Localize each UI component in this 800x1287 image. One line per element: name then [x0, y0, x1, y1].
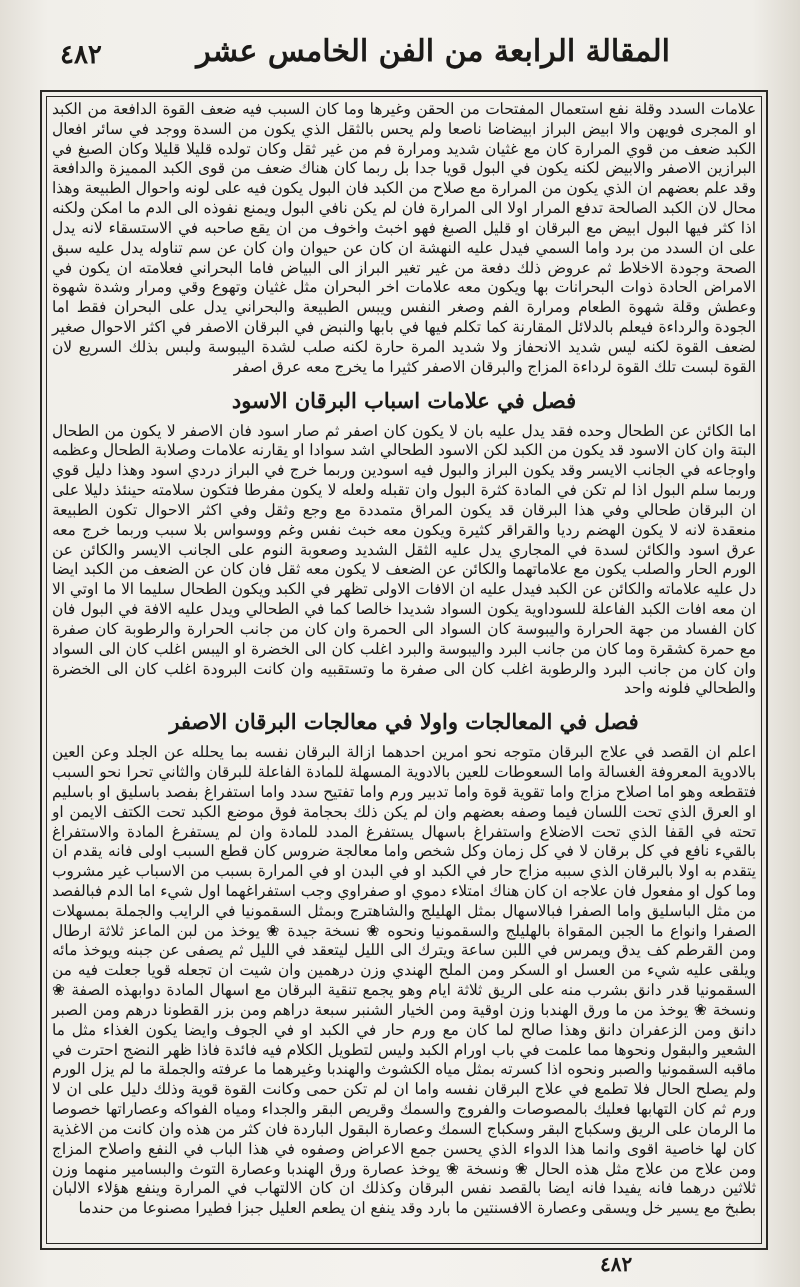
- paragraph-2: اما الكائن عن الطحال وحده فقد يدل عليه بان لا يكون كان اصفر ثم صار اسود فان الاصفر لا يكون من الطحال البتة وان كان الاسود قد يكون من الكبد لكن الاسود الطحالي اشد سوادا او يقارنه علامات وصلابة الطحال وعظمه واوجاعه في الجانب الايسر وقد يكون البراز والبول فيه اسودين وربما خرج في البراز دردي اسود وهذا دليل قوي وربما سلم البول اذا لم تكن في المادة كثرة البول وان تقبله ولعله لا يكون مفرطا فتكون سلامته حينئذ دليلا على ان البرقان طحالي وفي هذا البرقان قد يكون المراق متمددة مع وجع وثقل وفي اكثر الاحوال تكون الطبيعة منعقدة لانه لا يكون الهضم رديا والقراقر كثيرة ويكون معه خبث نفس وغم ووسواس بلا سبب وربما خرج معه عرق اسود والكائن لسدة في المجاري يدل عليه الثقل الشديد وصعوبة النوم على الجانب الايسر والكائن عن الورم الحار والصلب يكون مع علاماتهما والكائن عن الضعف لا يكون معه ثقل فان كان عن الضعف من الكبد ايضا دل عليه علاماته والكائن عن الكبد فيدل عليه ان الافات الاولى تظهر في الكبد ويكون الطحال سليما الا ما اوتي الا ان معه افات الكبد الفاعلة للسوداوية يكون السواد شديدا خالصا كما في الطحالي ويدل عليه الافة في البول فان كان الفساد من جهة الحرارة واليبوسة كان السواد الى الحمرة وان كان من جانب الحرارة والرطوبة كان صفرة مع حمرة كشقرة وما كان من جانب البرد واليبوسة والبرد اغلب كان الى الخضرة او اليبس اغلب كان الى السواد وان كان من جانب البرد والرطوبة اغلب كان الى صفرة ما وتستقبيه وان كانت البرودة اغلب كان الى الخضرة والطحالي فلونه واحد: [52, 421, 756, 698]
- page-title: المقالة الرابعة من الفن الخامس عشر: [196, 34, 670, 69]
- paragraph-1: علامات السدد وقلة نفع استعمال المفتحات من الحقن وغيرها وما كان السبب فيه ضعف القوة الدافعة من الكبد او المجرى فويهن والا ابيض البراز ابيضاضا ناصعا ولم يحس بالثقل الذي يكون من السدة ووجد في سائر افعال الكبد ضعف من قوي المرارة كان مع غثيان شديد ومرارة فم من غير ثقل وكان تولده قليلا قليلا وكان الصبغ في البرازين الاصفر والابيض لكنه يكون في البول قويا جدا بل ربما كان هناك ضعف من قوى الكبد المميزة والدافعة وقد علم بعضهم ان الذي يكون من المرارة مع صلاح من الكبد فان البول يكون فيه على لونه واحوال الطبيعة وهذا محال لان الكبد الصالحة تدفع المرار اولا الى المرارة فان لم يكن نافي البول ويمنع نفوذه الى الدم ما امكن ولكنه اذا كثر فيها البول ابيض مع البرقان او قليل الصبغ فهو اخبث واخوف من ان يقع صاحبه في الاستسقاء لانه يدل على ان السدد من برد واما السمي فيدل عليه النهشة ان كان عن حيوان وان كان عن سم تناوله يدل عليه سبق الصحة وجودة الاخلاط ثم عروض ذلك دفعة من غير تغير البراز الى البياض فاما البحراني فعلامته ان يكون في الامراض الحادة ذوات البحرانات بها ويكون معه علامات اخر البحران مثل غثيان وتهوع وقي ومرار وشدة شهوة وعطش وقلة شهوة الطعام ومرارة الفم وصغر النفس ويبس الطبيعة والبحراني يدل على البحران فقط اما الجودة والرداءة فيعلم بالدلائل المقارنة كما تكلم فيها في بابها والنبض في البرقان الاصفر في اكثر الاحوال صغير لضعف القوة لكنه ليس شديد الانحفاز ولا شديد المرة حارة لكنه صلب لشدة اليبوسة ولبس بذلك السريع لان القوة لبست تلك القوة لرداءة المزاج والبرقان الاصفر كثيرا ما يخرج معه عرق اصفر: [52, 100, 756, 376]
- page-header: [60, 26, 760, 86]
- page-number-top: ٤٨٢: [60, 40, 102, 70]
- body-text: [52, 100, 756, 1240]
- paragraph-3: اعلم ان القصد في علاج البرقان متوجه نحو امرين احدهما ازالة البرقان نفسه بما يحلله عن الجلد وعن العين بالادوية المعروفة الغسالة واما السعوطات للعين بالادوية المسهلة للمادة الفاعلة للبرقان والثاني تحرا نحو السبب فتقطعه وهو اما اصلاح مزاج واما تقوية قوة واما تدبير ورم واما تفتيح سدد واما استفراغ بفصد باسليق او باسليم او العرق الذي تحت اللسان فيما وصفه بعضهم وان لم يكن ذلك بحجامة فوق موضع الكبد تحت الكتف الايمن او تحته في القفا الذي تحت الاضلاع واستفراغ باسهال يستفرغ المدد للمادة وان لم يستفرغ المادة والاستفراغ بالقيء نافع في كل برقان لا في كل زمان وكل شخص واما معالجة ضروس كان قطع السبب اولى فانه يقدم ان يتقدم به اولا بالبرقان الذي سببه مزاج حار في الكبد او في البدن او في المرارة بسبب من الاسباب غير مشروب وما كول او مفعول فان علاجه ان كان هناك امتلاء دموي او صفراوي وجب استفراغهما اول شيء اما الدم فبالفصد من مثل الباسليق واما الصفرا فبالاسهال بمثل الهليلج والشاهترج وبمثل السقمونيا في الرايب والجملة بمسهلات الصفرا وانواع ما الجبن المقواة بالهليلج والسقمونيا ونحوه ❀ نسخة جيدة ❀ يوخذ من لبن الماعز ثلاثة ارطال ومن القرطم كف يدق ويمرس في اللبن ساعة ويترك الى الليل ليتعقد في الليل ثم يصفى عن جبنه ويوخذ مائه ويلقى عليه شيء من العسل او السكر ومن الملح الهندي وزن درهمين وان شيت ان تجعله قويا جعلت فيه من السقمونيا قدر دانق بشرب منه على الريق ثلاثة ايام وهو يجمع تنقية البرقان مع اسهال المادة دوابهذه الصفة ❀ ونسخة ❀ يوخذ من ما ورق الهندبا وزن اوقية ومن الخيار الشنبر سبعة دراهم ومن بزر القطونا درهم ومن الصبر دانق ومن الزعفران دانق وهذا صالح لما كان مع ورم حار في الكبد او في الجوف وايضا يكون الغذاء مثل ما الشعير والبقول ونحوها مما علمت في باب اورام الكبد وليس لتطويل الكلام فيه فائدة فاذا ظهر النضج احترت في ماقبه السقمونيا والصبر ونحوه اذا كسرته بمثل مياه الكشوث والهندبا وغيرهما ما عرفته والجملة ما لم يزل الورم ولم يصلح الحال فلا تطمع في علاج البرقان نفسه واما ان لم تكن حمى وكانت القوة قوية وذلك دليل على ان لا ورم ثم كان التهابها فعليك بالمصوصات والفروج والسمك وقريص البقر والجداء ومياه الفواكه وعصاراتها خصوصا ما الرمان على الريق وسكباج البقر وسكباج السمك وعصارة البقول الباردة فان كثر من هذه وان كانت من الاغذية كان لها خاصية اقوى وانما هذا الدواء الذي يحسن جمع الاعراض وصفوه في هذا الباب في النفع واصلاح المزاج ومن علاج من علاج مثل هذه الحال ❀ ونسخة ❀ يوخذ عصارة ورق الهندبا وعصارة التوث والبسامير منهما وزن ثلاثين درهما فانه يفيدا فانه ايضا بالقصد نفس البرقان وكذلك ان كان الالتهاب في المرارة وينفع هؤلاء الالبان بطبخ مع يسير خل ويسقى وعصارة الافسنتين ما بارد وقد ينفع ان يطعم العليل جبزا فطيرا مصنوعا من حندما: [52, 743, 756, 1218]
- section-heading-1: فصل في علامات اسباب البرقان الاسود: [231, 387, 577, 413]
- text-frame: [40, 90, 768, 1250]
- section-heading-2: فصل في المعالجات واولا في معالجات البرقان الاصفر: [169, 709, 639, 735]
- page-number-bottom: ٤٨٢: [600, 1252, 633, 1276]
